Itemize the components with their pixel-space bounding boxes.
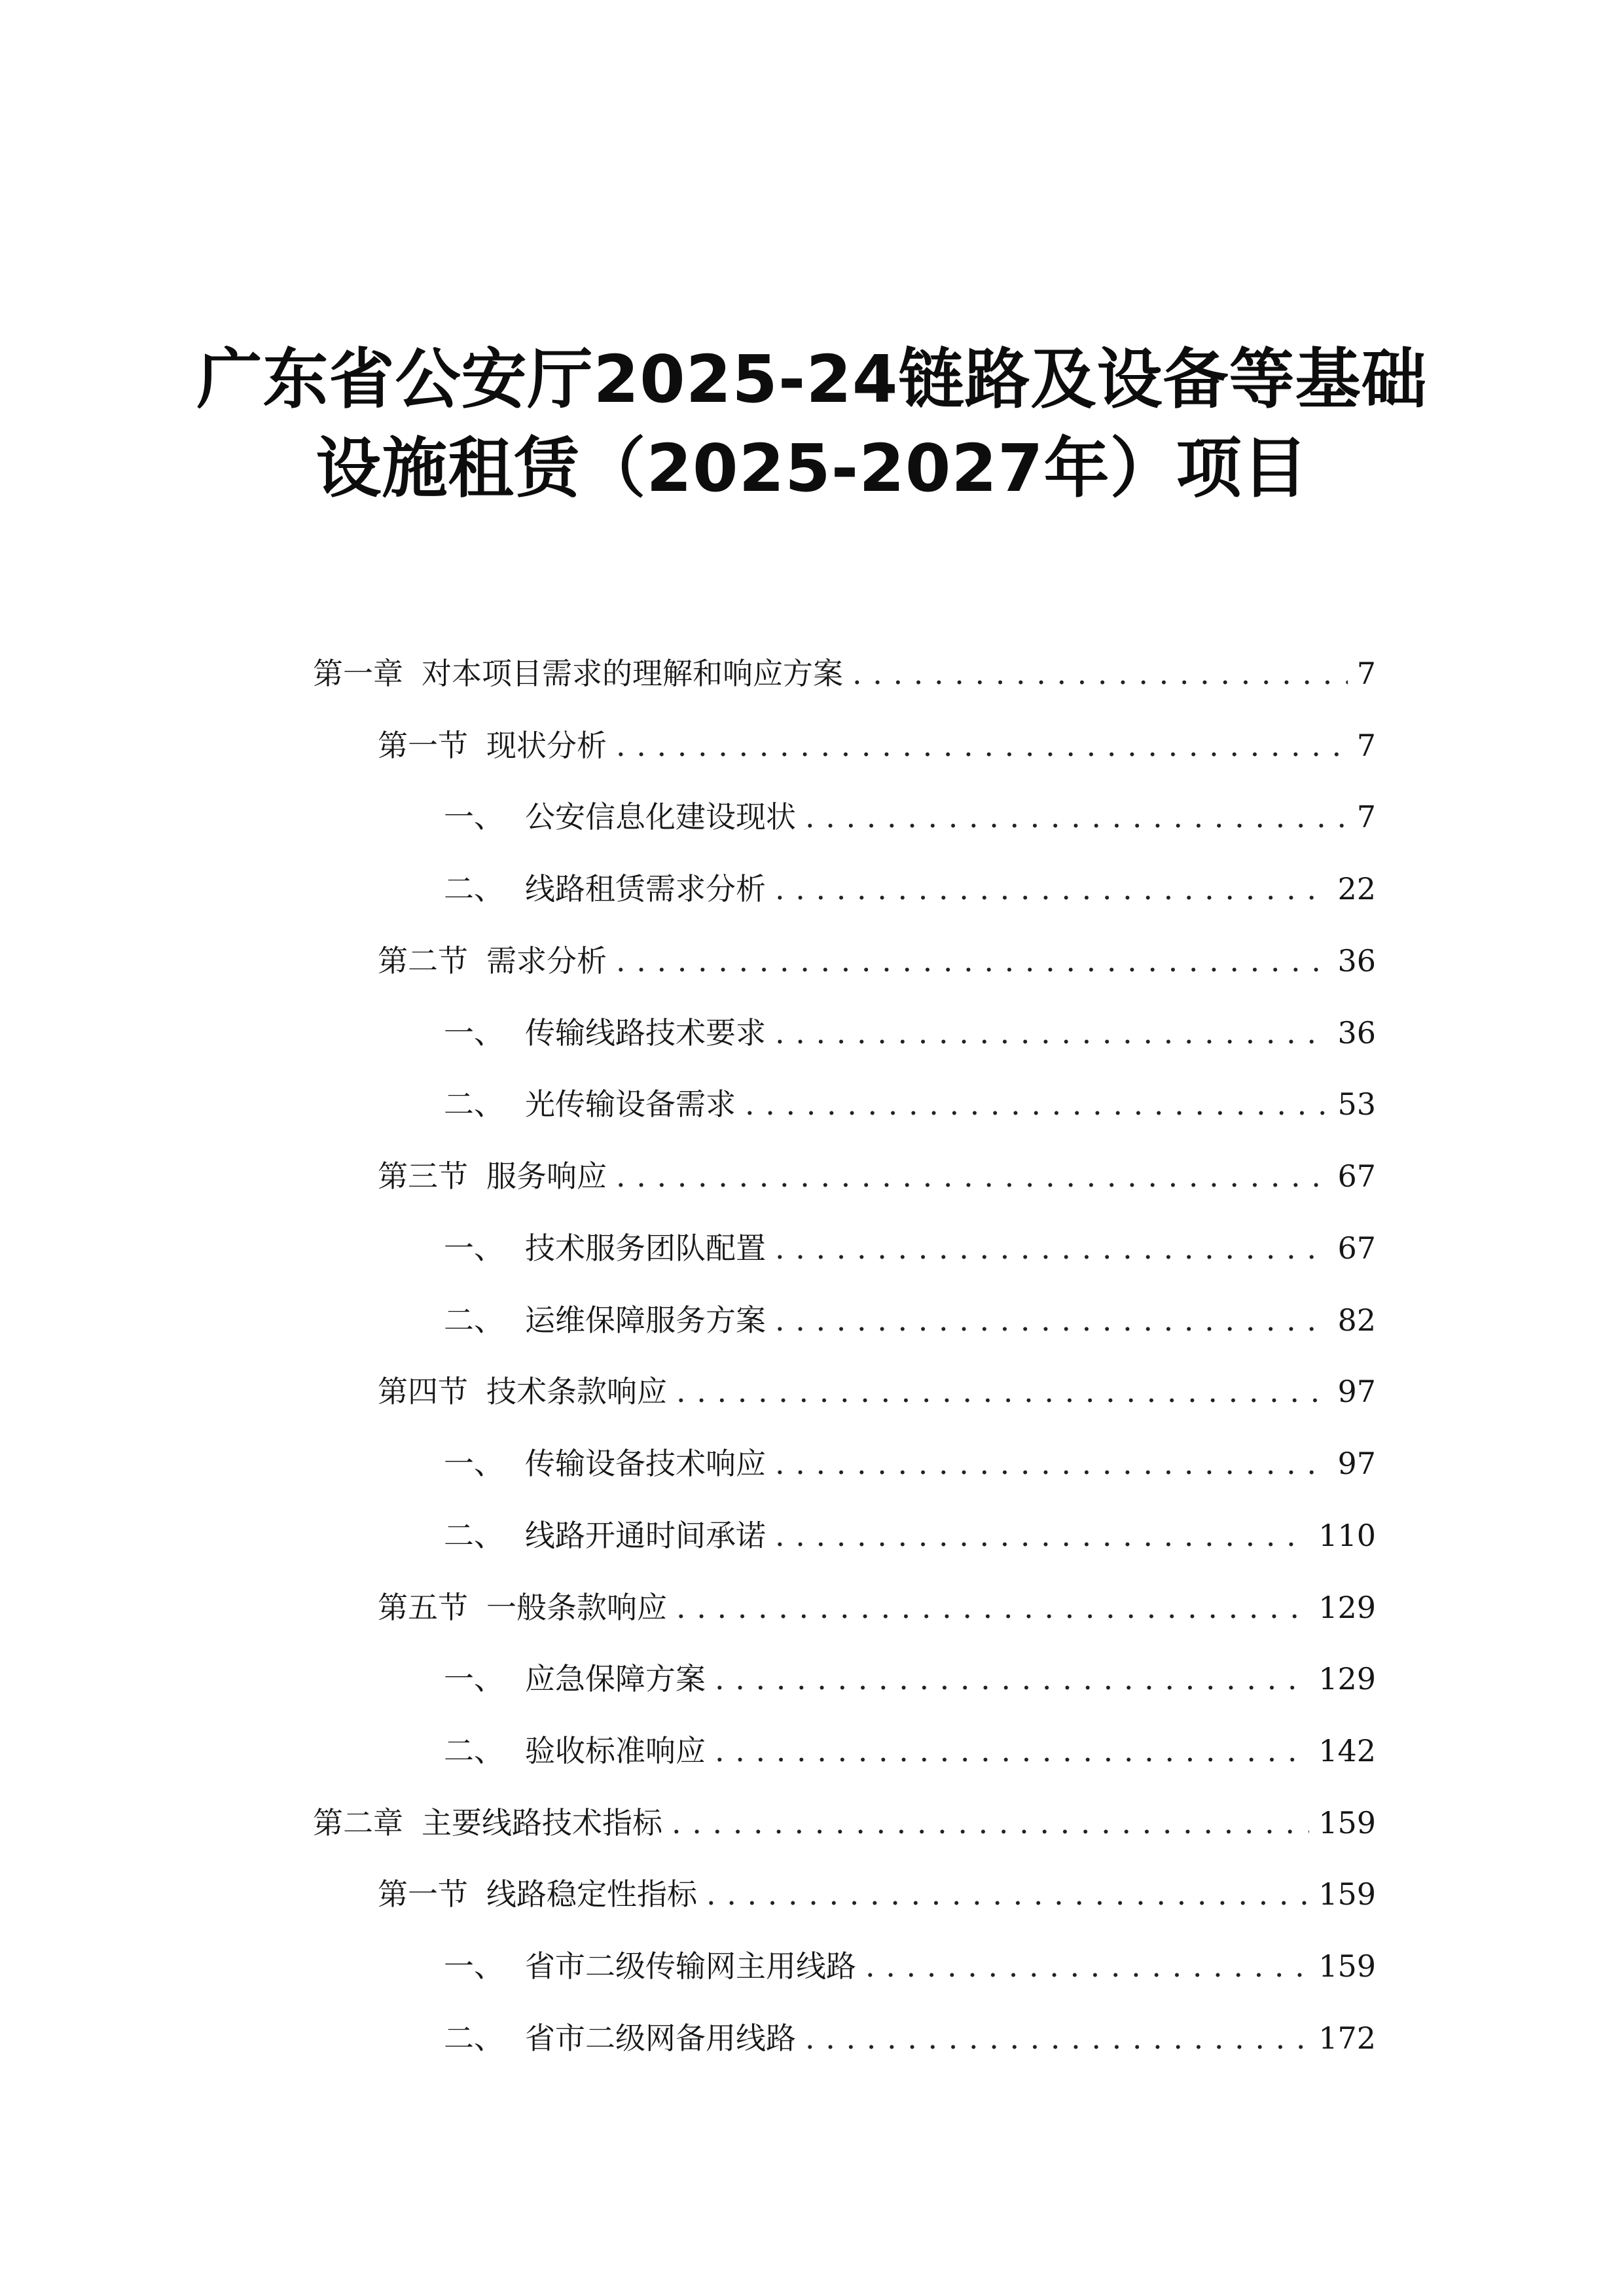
toc-entry-number: 二、 — [444, 871, 504, 906]
toc-entry-title: 线路稳定性指标 — [486, 1876, 697, 1912]
toc-dot-leader — [775, 1225, 1328, 1271]
toc-entry-title: 传输线路技术要求 — [525, 1015, 766, 1050]
toc-dot-leader — [616, 938, 1328, 984]
toc-entry-number: 一、 — [444, 1948, 504, 1984]
toc-entry-subsection[interactable] — [444, 1513, 1376, 1558]
toc-entry-subsection[interactable] — [444, 1225, 1376, 1271]
toc-entry-number: 一、 — [444, 799, 504, 834]
toc-entry-title: 传输设备技术响应 — [525, 1446, 766, 1481]
toc-dot-leader — [865, 1943, 1309, 1989]
toc-entry-subsection[interactable] — [444, 1441, 1376, 1486]
toc-entry-title: 线路租赁需求分析 — [525, 871, 766, 906]
toc-dot-leader — [672, 1800, 1309, 1846]
toc-entry-number: 二、 — [444, 1518, 504, 1553]
toc-dot-leader — [616, 723, 1348, 768]
toc-entry-title: 一般条款响应 — [486, 1590, 667, 1625]
toc-entry-subsection[interactable] — [444, 794, 1376, 840]
toc-entry-number: 二、 — [444, 1086, 504, 1122]
toc-dot-leader — [745, 1081, 1328, 1127]
toc-entry-number: 第三节 — [378, 1158, 468, 1194]
toc-dot-leader — [805, 2015, 1309, 2061]
toc-entry-number: 二、 — [444, 1733, 504, 1768]
toc-dot-leader — [805, 794, 1348, 840]
toc-entry-title: 技术条款响应 — [486, 1374, 667, 1409]
toc-entry-chapter[interactable] — [313, 1800, 1376, 1846]
toc-page-number: 7 — [1356, 799, 1376, 834]
toc-entry-number: 第二节 — [378, 943, 468, 978]
toc-entry-title: 线路开通时间承诺 — [525, 1518, 766, 1553]
toc-entry-number: 第一章 — [313, 656, 403, 691]
toc-dot-leader — [706, 1871, 1309, 1917]
toc-entry-subsection[interactable] — [444, 866, 1376, 912]
toc-entry-section[interactable] — [378, 938, 1376, 984]
toc-page-number: 67 — [1337, 1230, 1376, 1266]
toc-entry-number: 二、 — [444, 1302, 504, 1338]
toc-entry-title: 需求分析 — [486, 943, 607, 978]
toc-entry-subsection[interactable] — [444, 1297, 1376, 1343]
toc-entry-title: 主要线路技术指标 — [422, 1805, 662, 1840]
toc-page-number: 36 — [1337, 943, 1376, 978]
toc-dot-leader — [715, 1656, 1309, 1702]
toc-entry-title: 省市二级网备用线路 — [525, 2020, 796, 2056]
toc-entry-title: 公安信息化建设现状 — [525, 799, 796, 834]
toc-dot-leader — [775, 1010, 1328, 1056]
toc-entry-number: 第一节 — [378, 728, 468, 763]
document-title-line-2: 设施租赁（2025-2027年）项目 — [316, 430, 1308, 507]
toc-entry-number: 第一节 — [378, 1876, 468, 1912]
toc-entry-number: 第四节 — [378, 1374, 468, 1409]
toc-entry-subsection[interactable] — [444, 1728, 1376, 1774]
toc-page-number: 97 — [1337, 1446, 1376, 1481]
toc-entry-number: 第二章 — [313, 1805, 403, 1840]
toc-entry-subsection[interactable] — [444, 1943, 1376, 1989]
toc-page-number: 53 — [1337, 1086, 1376, 1122]
toc-entry-subsection[interactable] — [444, 1010, 1376, 1056]
toc-page-number: 129 — [1318, 1661, 1376, 1696]
toc-entry-title: 服务响应 — [486, 1158, 607, 1194]
document-title-line-1: 广东省公安厅2025-24链路及设备等基础 — [196, 341, 1428, 418]
toc-entry-title: 省市二级传输网主用线路 — [525, 1948, 856, 1984]
toc-entry-number: 第五节 — [378, 1590, 468, 1625]
toc-entry-title: 应急保障方案 — [525, 1661, 706, 1696]
toc-entry-title: 运维保障服务方案 — [525, 1302, 766, 1338]
toc-entry-section[interactable] — [378, 1585, 1376, 1630]
toc-entry-section[interactable] — [378, 1153, 1376, 1199]
toc-page-number: 67 — [1337, 1158, 1376, 1194]
toc-dot-leader — [775, 866, 1328, 912]
toc-dot-leader — [676, 1585, 1309, 1630]
toc-entry-section[interactable] — [378, 1871, 1376, 1917]
toc-entry-number: 一、 — [444, 1230, 504, 1266]
toc-entry-number: 一、 — [444, 1015, 504, 1050]
toc-page-number: 82 — [1337, 1302, 1376, 1338]
toc-dot-leader — [775, 1513, 1309, 1558]
toc-dot-leader — [775, 1297, 1328, 1343]
toc-page-number: 172 — [1318, 2020, 1376, 2056]
toc-page-number: 110 — [1318, 1518, 1376, 1553]
toc-page-number: 7 — [1356, 728, 1376, 763]
toc-entry-title: 对本项目需求的理解和响应方案 — [422, 656, 843, 691]
toc-dot-leader — [775, 1441, 1328, 1486]
toc-entry-title: 验收标准响应 — [525, 1733, 706, 1768]
toc-entry-chapter[interactable] — [313, 651, 1376, 696]
toc-page-number: 36 — [1337, 1015, 1376, 1050]
toc-dot-leader — [852, 651, 1348, 696]
toc-entry-number: 一、 — [444, 1661, 504, 1696]
toc-page-number: 22 — [1337, 871, 1376, 906]
toc-page-number: 7 — [1356, 656, 1376, 691]
toc-entry-title: 技术服务团队配置 — [525, 1230, 766, 1266]
toc-entry-section[interactable] — [378, 723, 1376, 768]
toc-dot-leader — [715, 1728, 1309, 1774]
toc-entry-title: 现状分析 — [486, 728, 607, 763]
toc-entry-subsection[interactable] — [444, 1081, 1376, 1127]
toc-dot-leader — [676, 1369, 1328, 1414]
toc-page-number: 159 — [1318, 1805, 1376, 1840]
toc-page-number: 159 — [1318, 1948, 1376, 1984]
toc-page-number: 159 — [1318, 1876, 1376, 1912]
toc-entry-section[interactable] — [378, 1369, 1376, 1414]
toc-entry-number: 二、 — [444, 2020, 504, 2056]
toc-entry-title: 光传输设备需求 — [525, 1086, 736, 1122]
toc-entry-number: 一、 — [444, 1446, 504, 1481]
toc-page-number: 129 — [1318, 1590, 1376, 1625]
toc-page-number: 142 — [1318, 1733, 1376, 1768]
toc-entry-subsection[interactable] — [444, 1656, 1376, 1702]
toc-dot-leader — [616, 1153, 1328, 1199]
toc-page-number: 97 — [1337, 1374, 1376, 1409]
toc-entry-subsection[interactable] — [444, 2015, 1376, 2061]
